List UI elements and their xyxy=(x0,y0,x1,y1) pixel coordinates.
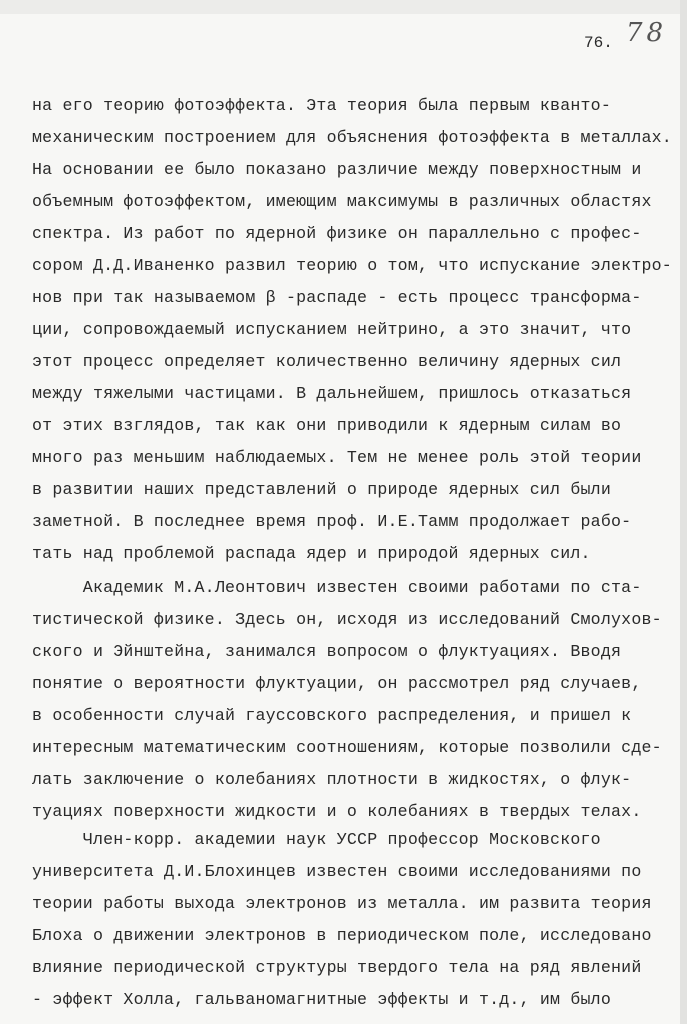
text-line: лать заключение о колебаниях плотности в жидкостях, о флук- xyxy=(32,770,632,789)
text-line: теории работы выхода электронов из металла. им развита теория xyxy=(32,894,652,913)
text-line: Член-корр. академии наук УССР профессор Московского xyxy=(32,830,601,849)
text-line: - эффект Холла, гальваномагнитные эффекты и т.д., им было xyxy=(32,990,611,1009)
text-line: интересным математическим соотношениям, которые позволили сде- xyxy=(32,738,662,757)
text-line: На основании ее было показано различие между поверхностным и xyxy=(32,160,642,179)
scan-right-edge xyxy=(680,0,687,1024)
text-line: ции, сопровождаемый испусканием нейтрино, а это значит, что xyxy=(32,320,632,339)
handwritten-folio-number: 78 xyxy=(626,18,668,48)
text-line: нов при так называемом β -распаде - есть процесс трансформа- xyxy=(32,288,642,307)
text-line: тать над проблемой распада ядер и природой ядерных сил. xyxy=(32,544,591,563)
text-line: на его теорию фотоэффекта. Эта теория была первым кванто- xyxy=(32,96,611,115)
text-line: заметной. В последнее время проф. И.Е.Тамм продолжает рабо- xyxy=(32,512,632,531)
text-line: ского и Эйнштейна, занимался вопросом о флуктуациях. Вводя xyxy=(32,642,622,661)
text-line: спектра. Из работ по ядерной физике он параллельно с профес- xyxy=(32,224,642,243)
text-line: Академик М.А.Леонтович известен своими работами по ста- xyxy=(32,578,642,597)
text-line: от этих взглядов, так как они приводили к ядерным силам во xyxy=(32,416,622,435)
text-line: Блоха о движении электронов в периодическом поле, исследовано xyxy=(32,926,652,945)
text-line: этот процесс определяет количественно величину ядерных сил xyxy=(32,352,622,371)
page-number: 76. xyxy=(584,34,613,52)
text-line: тистической физике. Здесь он, исходя из исследований Смолухов- xyxy=(32,610,662,629)
text-line: механическим построением для объяснения фотоэффекта в металлах. xyxy=(32,128,672,147)
text-line: в особенности случай гауссовского распределения, и пришел к xyxy=(32,706,632,725)
text-line: сором Д.Д.Иваненко развил теорию о том, что испускание электро- xyxy=(32,256,672,275)
scan-top-edge xyxy=(0,0,687,14)
text-line: университета Д.И.Блохинцев известен своими исследованиями по xyxy=(32,862,642,881)
text-line: туациях поверхности жидкости и о колебаниях в твердых телах. xyxy=(32,802,642,821)
text-line: между тяжелыми частицами. В дальнейшем, пришлось отказаться xyxy=(32,384,632,403)
text-line: много раз меньшим наблюдаемых. Тем не менее роль этой теории xyxy=(32,448,642,467)
text-line: объемным фотоэффектом, имеющим максимумы в различных областях xyxy=(32,192,652,211)
text-line: в развитии наших представлений о природе ядерных сил были xyxy=(32,480,611,499)
text-line: влияние периодической структуры твердого тела на ряд явлений xyxy=(32,958,642,977)
text-line: понятие о вероятности флуктуации, он рассмотрел ряд случаев, xyxy=(32,674,642,693)
